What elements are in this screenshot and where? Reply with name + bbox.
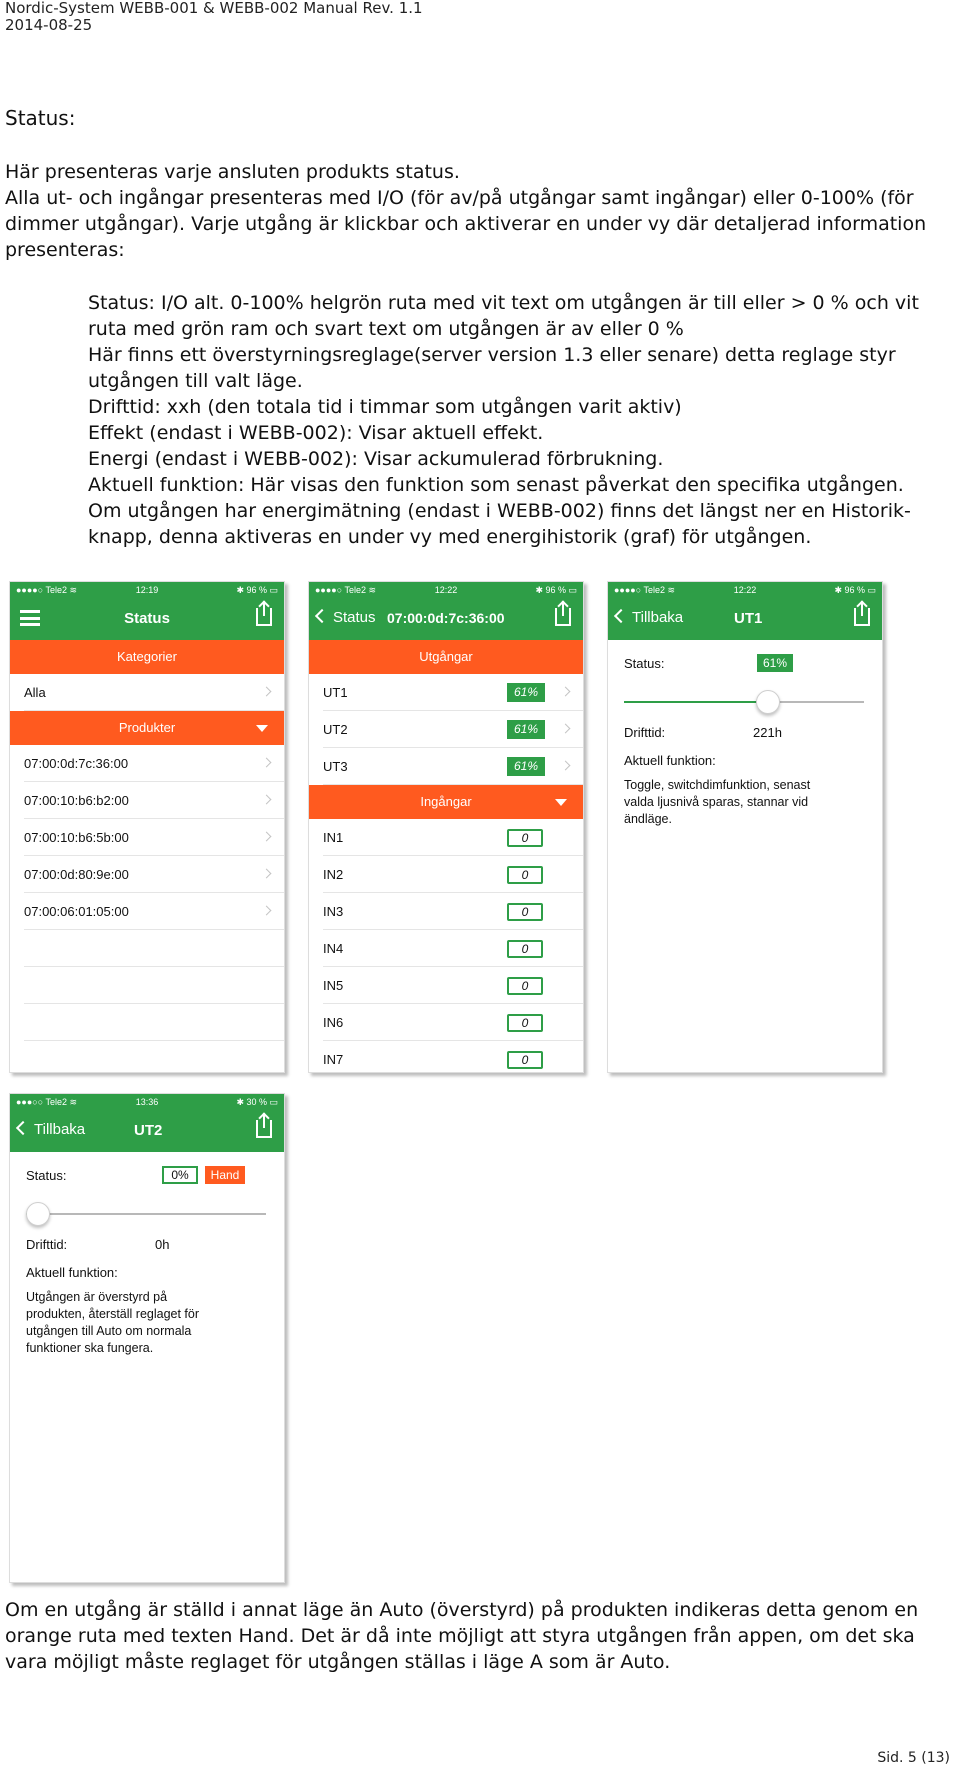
nav-bar bbox=[608, 598, 882, 640]
status-value-badge: 0% bbox=[162, 1166, 198, 1184]
chevron-left-icon bbox=[16, 1121, 30, 1135]
input-value-box: 0 bbox=[507, 866, 543, 884]
back-button[interactable] bbox=[18, 1121, 85, 1138]
chevron-right-icon bbox=[262, 869, 272, 879]
chevron-right-icon bbox=[262, 832, 272, 842]
screenshot-product bbox=[308, 581, 584, 1073]
runtime-label: Drifttid: bbox=[624, 725, 666, 740]
row-label: IN3 bbox=[323, 904, 344, 919]
chevron-right-icon bbox=[561, 687, 571, 697]
input-row bbox=[323, 967, 583, 1004]
product-row[interactable] bbox=[24, 782, 284, 819]
row-label: IN6 bbox=[323, 1015, 344, 1030]
row-label: 07:00:10:b6:5b:00 bbox=[24, 830, 129, 845]
chevron-right-icon bbox=[561, 761, 571, 771]
chevron-right-icon bbox=[262, 758, 272, 768]
chevron-right-icon bbox=[262, 906, 272, 916]
back-label: Tillbaka bbox=[632, 609, 684, 626]
phone-status-bar bbox=[10, 582, 284, 598]
footer-paragraph bbox=[5, 1597, 955, 1675]
clock-label: 12:22 bbox=[434, 585, 458, 595]
chevron-right-icon bbox=[262, 795, 272, 805]
outputs-header bbox=[309, 640, 583, 674]
page-number: Sid. 5 (13) bbox=[877, 1750, 950, 1766]
row-label: IN5 bbox=[323, 978, 344, 993]
status-label: Status: bbox=[26, 1168, 67, 1183]
runtime-label: Drifttid: bbox=[26, 1237, 68, 1252]
inputs-header[interactable] bbox=[309, 785, 583, 819]
detail-body bbox=[10, 1152, 284, 1582]
description-line: Utgången är överstyrd på bbox=[26, 1290, 168, 1304]
row-label: IN2 bbox=[323, 867, 344, 882]
phone-status-bar bbox=[309, 582, 583, 598]
footer-line: orange ruta med texten Hand. Det är då inte möjligt att styra utgången från appen, om det ska bbox=[5, 1625, 915, 1647]
output-value-badge: 61% bbox=[507, 757, 545, 776]
clock-label: 12:22 bbox=[733, 585, 757, 595]
nav-title: UT2 bbox=[134, 1122, 163, 1139]
description-line: produkten, återställ reglaget för bbox=[26, 1307, 200, 1321]
override-slider-handle[interactable] bbox=[756, 690, 780, 714]
chevron-right-icon bbox=[262, 687, 272, 697]
share-icon[interactable] bbox=[256, 608, 272, 626]
battery-label: ✱ 96 % ▭ bbox=[236, 585, 278, 595]
screenshot-ut1-detail bbox=[607, 581, 883, 1073]
input-value-box: 0 bbox=[507, 903, 543, 921]
chevron-left-icon bbox=[315, 609, 329, 623]
output-value-badge: 61% bbox=[507, 720, 545, 739]
empty-row bbox=[24, 1004, 284, 1041]
nav-title: 07:00:0d:7c:36:00 bbox=[387, 610, 505, 626]
intro-line: presenteras: bbox=[5, 239, 125, 261]
share-icon[interactable] bbox=[854, 608, 870, 626]
phone-status-bar bbox=[608, 582, 882, 598]
intro-line: Alla ut- och ingångar presenteras med I/O (för av/på utgångar samt ingångar) eller 0-100% (för bbox=[5, 187, 914, 209]
function-description bbox=[624, 777, 810, 828]
section-label: Ingångar bbox=[420, 794, 472, 809]
nav-title: Status bbox=[124, 610, 170, 627]
input-row bbox=[323, 819, 583, 856]
products-header[interactable] bbox=[10, 711, 284, 745]
function-description bbox=[26, 1289, 199, 1357]
carrier-label: ●●●●○ Tele2 ≋ bbox=[16, 585, 78, 595]
detail-line: Status: I/O alt. 0-100% helgrön ruta med vit text om utgången är till eller > 0 % och vit bbox=[88, 292, 919, 314]
input-value-box: 0 bbox=[507, 940, 543, 958]
intro-paragraph bbox=[5, 159, 955, 263]
row-label: IN7 bbox=[323, 1052, 344, 1067]
row-label: 07:00:10:b6:b2:00 bbox=[24, 793, 129, 808]
detail-line: utgången till valt läge. bbox=[88, 370, 303, 392]
row-label: IN4 bbox=[323, 941, 344, 956]
battery-label: ✱ 30 % ▭ bbox=[236, 1097, 278, 1107]
product-row[interactable] bbox=[24, 856, 284, 893]
chevron-left-icon bbox=[614, 609, 628, 623]
battery-label: ✱ 96 % ▭ bbox=[535, 585, 577, 595]
hand-mode-badge: Hand bbox=[205, 1166, 245, 1184]
nav-bar bbox=[309, 598, 583, 640]
detail-line: Energi (endast i WEBB-002): Visar ackumulerad förbrukning. bbox=[88, 448, 664, 470]
chevron-right-icon bbox=[561, 724, 571, 734]
product-row[interactable] bbox=[24, 893, 284, 930]
input-value-box: 0 bbox=[507, 977, 543, 995]
battery-label: ✱ 96 % ▭ bbox=[834, 585, 876, 595]
chevron-down-icon bbox=[256, 725, 268, 732]
function-label: Aktuell funktion: bbox=[624, 753, 716, 768]
input-row bbox=[323, 856, 583, 893]
description-line: funktioner ska fungera. bbox=[26, 1341, 154, 1355]
section-label: Kategorier bbox=[117, 649, 177, 664]
row-label: 07:00:0d:80:9e:00 bbox=[24, 867, 129, 882]
share-icon[interactable] bbox=[555, 608, 571, 626]
section-label: Utgångar bbox=[419, 649, 473, 664]
phone-status-bar bbox=[10, 1094, 284, 1110]
runtime-value: 0h bbox=[155, 1237, 170, 1252]
screenshot-status bbox=[9, 581, 285, 1073]
row-label: 07:00:0d:7c:36:00 bbox=[24, 756, 129, 771]
clock-label: 12:19 bbox=[135, 585, 159, 595]
back-label: Tillbaka bbox=[34, 1121, 86, 1138]
clock-label: 13:36 bbox=[135, 1097, 159, 1107]
back-label: Status bbox=[333, 609, 376, 626]
footer-line: Om en utgång är ställd i annat läge än Auto (överstyrd) på produkten indikeras detta genom en bbox=[5, 1599, 919, 1621]
carrier-label: ●●●●○ Tele2 ≋ bbox=[315, 585, 377, 595]
product-row[interactable] bbox=[24, 745, 284, 782]
status-value-badge: 61% bbox=[757, 654, 793, 672]
detail-line: Drifttid: xxh (den totala tid i timmar som utgången varit aktiv) bbox=[88, 396, 682, 418]
chevron-down-icon bbox=[555, 799, 567, 806]
row-label: Alla bbox=[24, 685, 46, 700]
status-label: Status: bbox=[624, 656, 665, 671]
nav-bar bbox=[10, 1110, 284, 1152]
row-label: 07:00:06:01:05:00 bbox=[24, 904, 129, 919]
output-row[interactable] bbox=[323, 711, 583, 748]
output-row[interactable] bbox=[323, 748, 583, 785]
section-title: Status: bbox=[5, 106, 76, 130]
input-row bbox=[323, 930, 583, 967]
section-label: Produkter bbox=[118, 720, 176, 735]
detail-body bbox=[608, 640, 882, 1070]
override-slider-handle[interactable] bbox=[26, 1202, 50, 1226]
carrier-label: ●●●●○ Tele2 ≋ bbox=[614, 585, 676, 595]
nav-bar bbox=[10, 598, 284, 640]
row-label: UT1 bbox=[323, 685, 348, 700]
description-line: utgången till Auto om normala bbox=[26, 1324, 192, 1338]
empty-row bbox=[24, 967, 284, 1004]
runtime-value: 221h bbox=[753, 725, 782, 740]
input-row bbox=[323, 893, 583, 930]
footer-line: vara möjligt måste reglaget för utgången ställas i läge A som är Auto. bbox=[5, 1651, 671, 1673]
detail-line: Effekt (endast i WEBB-002): Visar aktuell effekt. bbox=[88, 422, 544, 444]
input-row bbox=[323, 1041, 583, 1073]
document-header bbox=[5, 0, 423, 34]
input-row bbox=[323, 1004, 583, 1041]
empty-row bbox=[24, 930, 284, 967]
back-button[interactable] bbox=[317, 609, 376, 626]
screenshot-ut2-detail bbox=[9, 1093, 285, 1583]
row-label: UT3 bbox=[323, 759, 348, 774]
input-value-box: 0 bbox=[507, 1014, 543, 1032]
detail-line: Aktuell funktion: Här visas den funktion som senast påverkat den specifika utgången. bbox=[88, 474, 904, 496]
function-label: Aktuell funktion: bbox=[26, 1265, 118, 1280]
detail-line: Här finns ett överstyrningsreglage(server version 1.3 eller senare) detta reglage styr bbox=[88, 344, 896, 366]
description-line: ändläge. bbox=[624, 812, 672, 826]
nav-title: UT1 bbox=[734, 610, 763, 627]
override-slider-track bbox=[26, 1213, 266, 1215]
share-icon[interactable] bbox=[256, 1120, 272, 1138]
header-title: Nordic-System WEBB-001 & WEBB-002 Manual Rev. 1.1 bbox=[5, 0, 423, 17]
back-button[interactable] bbox=[616, 609, 683, 626]
intro-line: Här presenteras varje ansluten produkts status. bbox=[5, 161, 460, 183]
intro-line: dimmer utgångar). Varje utgång är klickbar och aktiverar en under vy där detaljerad information bbox=[5, 213, 927, 235]
output-value-badge: 61% bbox=[507, 683, 545, 702]
row-label: IN1 bbox=[323, 830, 344, 845]
input-value-box: 0 bbox=[507, 829, 543, 847]
description-line: valda ljusnivå sparas, stannar vid bbox=[624, 795, 809, 809]
product-row[interactable] bbox=[24, 819, 284, 856]
detail-line: knapp, denna aktiveras en under vy med energihistorik (graf) för utgången. bbox=[88, 526, 812, 548]
detail-line: Om utgången har energimätning (endast i WEBB-002) finns det längst ner en Historik- bbox=[88, 500, 911, 522]
row-label: UT2 bbox=[323, 722, 348, 737]
carrier-label: ●●●○○ Tele2 ≋ bbox=[16, 1097, 78, 1107]
override-slider-fill bbox=[624, 701, 768, 703]
details-paragraph bbox=[88, 290, 948, 550]
header-date: 2014-08-25 bbox=[5, 16, 93, 34]
detail-line: ruta med grön ram och svart text om utgången är av eller 0 % bbox=[88, 318, 684, 340]
output-row[interactable] bbox=[323, 674, 583, 711]
category-row-all[interactable] bbox=[24, 674, 284, 711]
description-line: Toggle, switchdimfunktion, senast bbox=[624, 778, 811, 792]
categories-header bbox=[10, 640, 284, 674]
input-value-box: 0 bbox=[507, 1051, 543, 1069]
